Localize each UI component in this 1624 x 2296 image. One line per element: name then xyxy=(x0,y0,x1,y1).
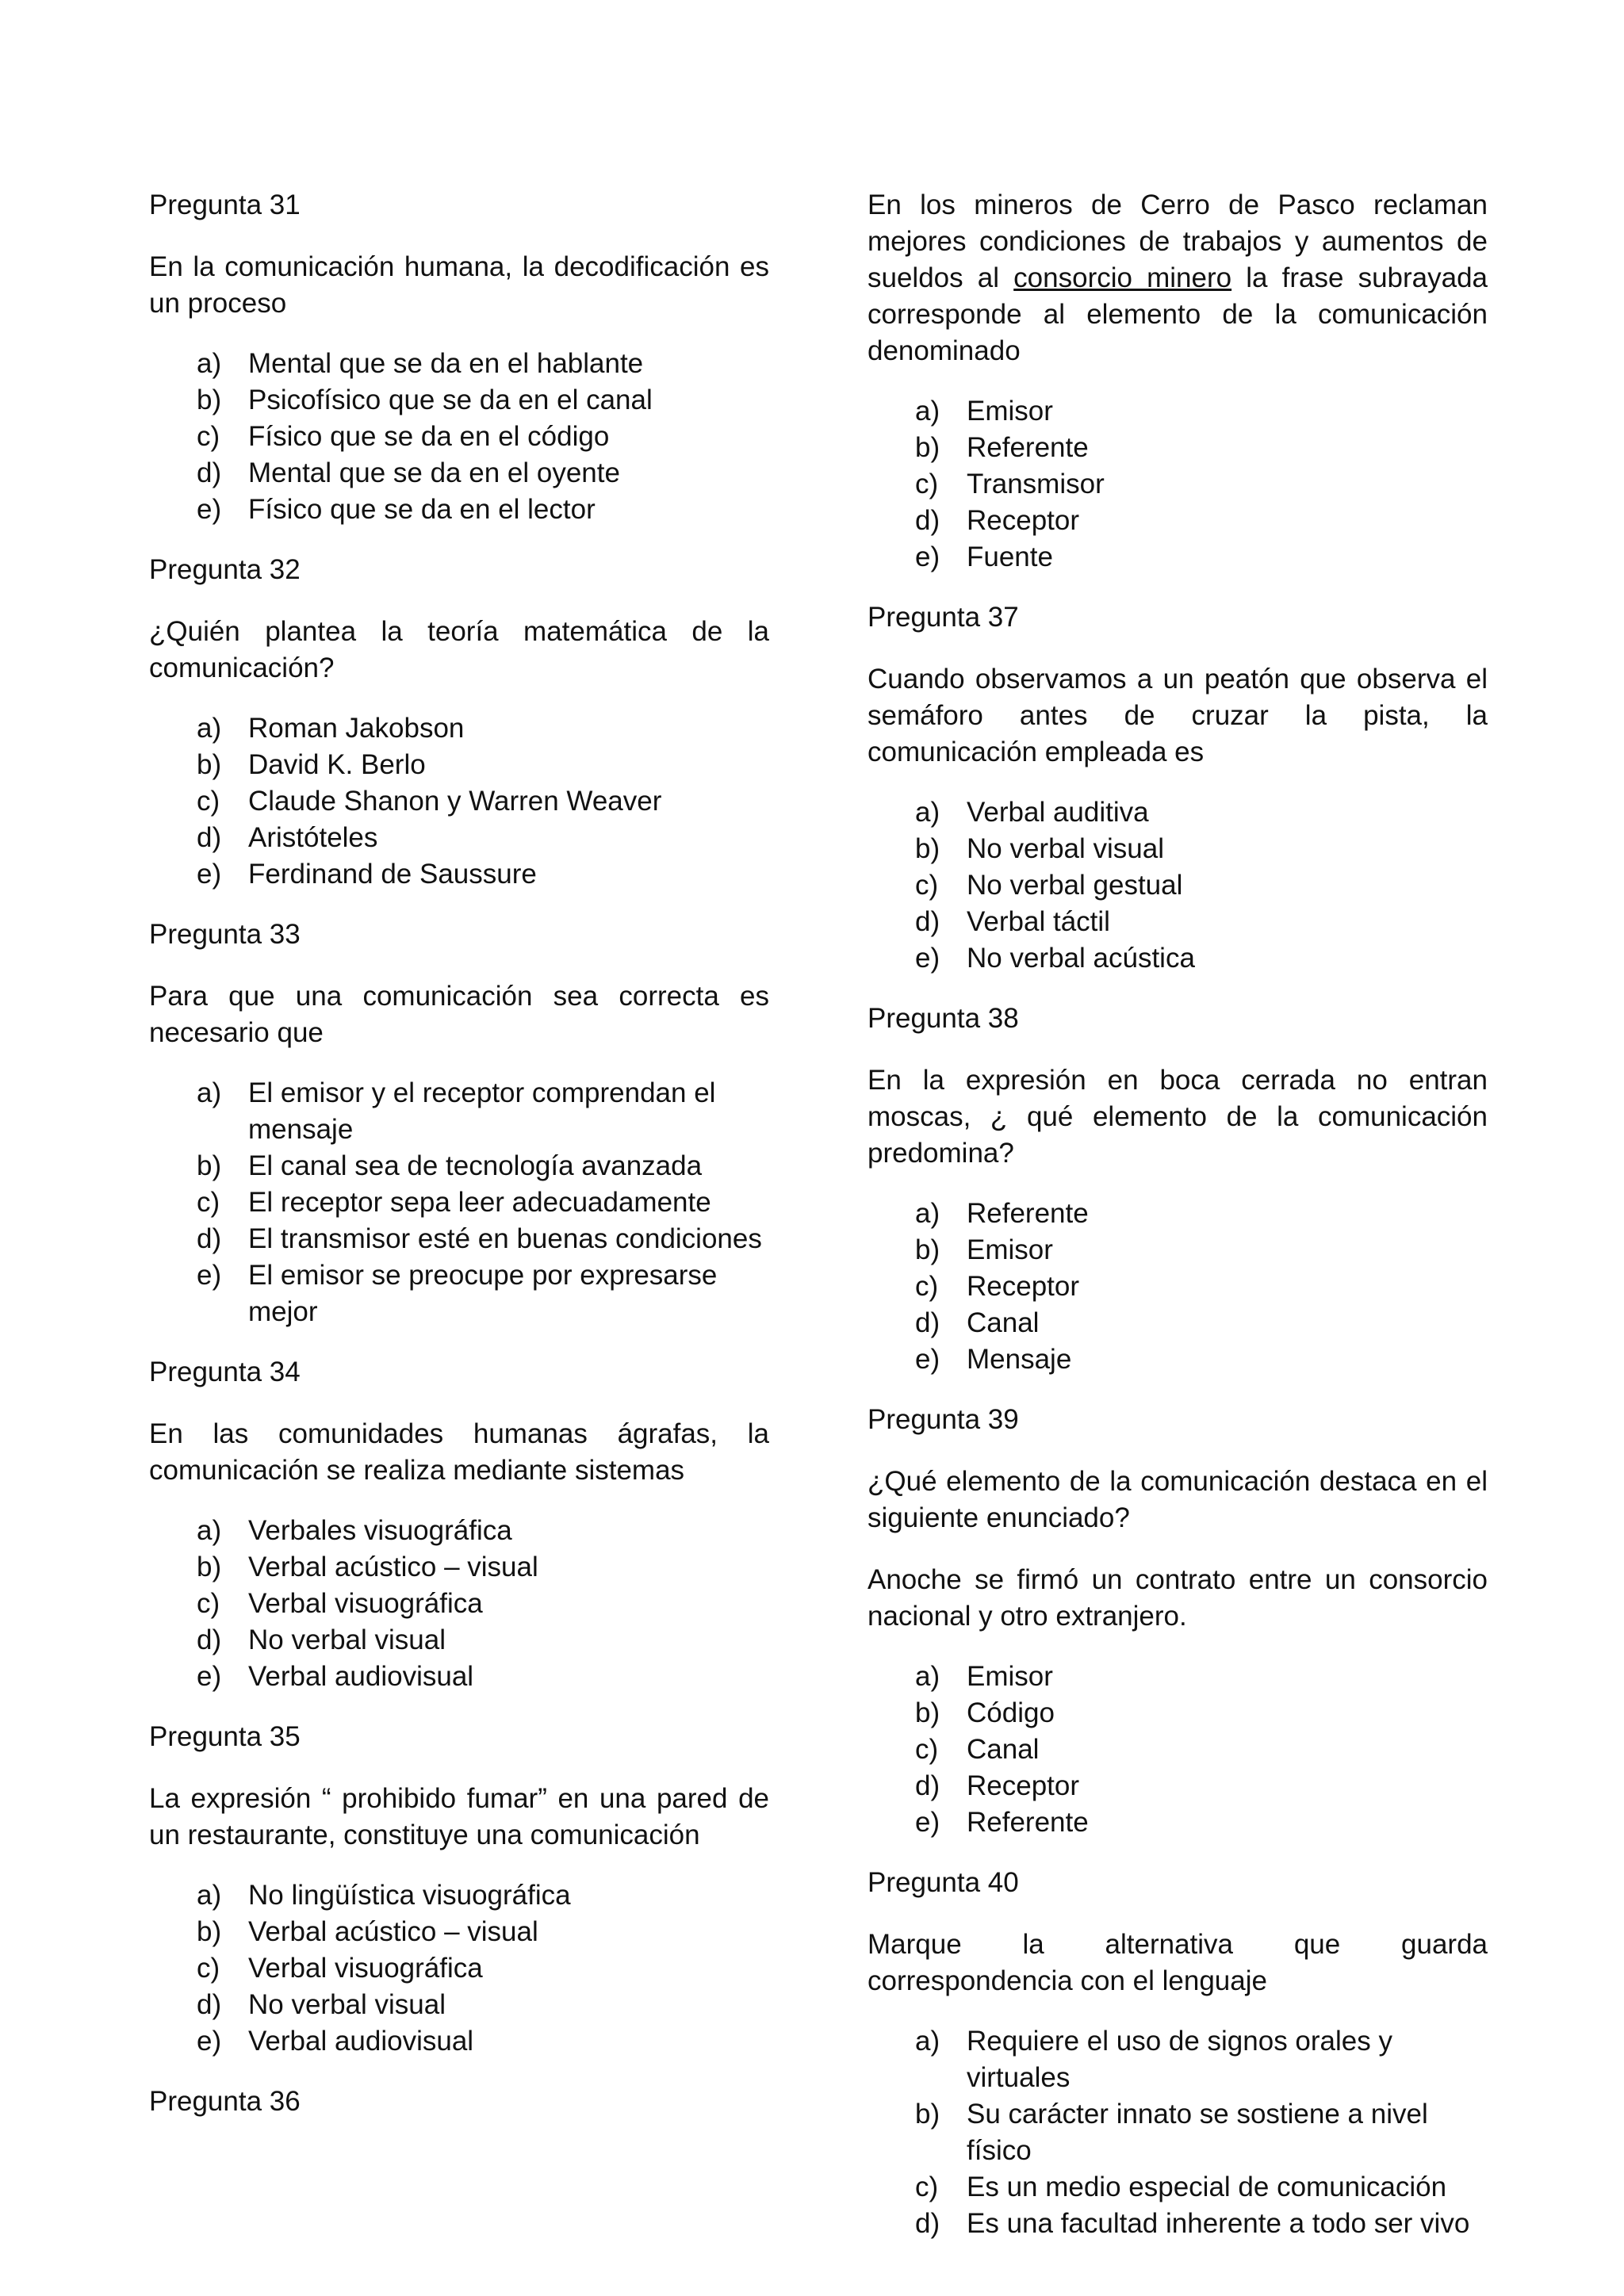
question-31 xyxy=(149,187,769,528)
option-letter: d) xyxy=(197,1223,222,1254)
option-letter: e) xyxy=(197,2026,222,2057)
option-d xyxy=(149,1987,769,2023)
question-title: Pregunta 37 xyxy=(868,602,1019,633)
option-text: No verbal visual xyxy=(248,1624,446,1655)
option-text: Canal xyxy=(967,1307,1040,1338)
option-c xyxy=(868,1732,1488,1768)
option-letter: d) xyxy=(915,906,940,937)
question-39 xyxy=(868,1402,1488,1841)
option-text: Ferdinand de Saussure xyxy=(248,859,537,890)
option-letter: d) xyxy=(197,1989,222,2020)
option-text: Referente xyxy=(967,432,1089,463)
option-e xyxy=(868,1804,1488,1841)
option-e xyxy=(868,940,1488,977)
option-a xyxy=(149,1877,769,1914)
right-column xyxy=(868,187,1488,2266)
option-text: Verbal audiovisual xyxy=(248,2026,474,2057)
question-34 xyxy=(149,1354,769,1695)
option-b xyxy=(868,1695,1488,1732)
option-text: Emisor xyxy=(967,1234,1053,1265)
option-letter: b) xyxy=(197,1552,222,1582)
option-letter: d) xyxy=(197,457,222,488)
option-letter: c) xyxy=(197,1588,220,1619)
option-letter: a) xyxy=(197,713,222,744)
option-letter: c) xyxy=(915,2172,939,2202)
option-b xyxy=(868,831,1488,867)
question-title: Pregunta 32 xyxy=(149,554,301,585)
option-b xyxy=(868,2096,1488,2169)
option-d xyxy=(149,455,769,492)
option-b xyxy=(149,1549,769,1586)
option-e xyxy=(868,1341,1488,1378)
option-text: David K. Berlo xyxy=(248,749,426,780)
option-letter: a) xyxy=(197,1515,222,1546)
option-text: Transmisor xyxy=(967,469,1105,499)
option-a xyxy=(868,393,1488,430)
option-e xyxy=(149,1257,769,1330)
option-letter: c) xyxy=(915,870,939,901)
option-text: El emisor se preocupe por expresarse mejor xyxy=(248,1260,718,1327)
option-letter: d) xyxy=(915,1770,940,1801)
option-letter: b) xyxy=(915,1697,940,1728)
option-letter: e) xyxy=(197,859,222,890)
option-text: Emisor xyxy=(967,396,1053,427)
option-letter: e) xyxy=(197,494,222,525)
option-letter: a) xyxy=(915,1198,940,1229)
option-b xyxy=(149,382,769,419)
option-text: Mental que se da en el oyente xyxy=(248,457,620,488)
option-a xyxy=(149,1513,769,1549)
option-text: Es un medio especial de comunicación xyxy=(967,2172,1447,2202)
option-text: Verbal táctil xyxy=(967,906,1110,937)
option-letter: d) xyxy=(915,505,940,536)
question-text: Cuando observamos a un peatón que observa el semáforo antes de cruzar la pista, la comunicación empleada es xyxy=(868,664,1488,767)
option-letter: e) xyxy=(915,943,940,974)
option-text: Mental que se da en el hablante xyxy=(248,348,644,379)
option-a xyxy=(868,794,1488,831)
option-letter: d) xyxy=(197,822,222,853)
option-e xyxy=(149,1659,769,1695)
question-title: Pregunta 36 xyxy=(149,2086,301,2117)
option-letter: c) xyxy=(915,469,939,499)
option-letter: d) xyxy=(915,2208,940,2239)
question-text: Para que una comunicación sea correcta es necesario que xyxy=(149,981,769,1048)
option-text: No verbal visual xyxy=(967,833,1164,864)
option-letter: a) xyxy=(915,797,940,828)
question-title: Pregunta 40 xyxy=(868,1867,1019,1898)
option-a xyxy=(868,2023,1488,2096)
option-b xyxy=(149,1148,769,1184)
options-list xyxy=(868,794,1488,977)
question-text: Marque la alternativa que guarda correspondencia con el lenguaje xyxy=(868,1929,1488,1996)
option-e xyxy=(149,492,769,528)
option-a xyxy=(149,346,769,382)
option-a xyxy=(868,1659,1488,1695)
option-letter: c) xyxy=(197,1953,220,1984)
option-b xyxy=(868,430,1488,466)
option-letter: c) xyxy=(915,1734,939,1765)
options-list xyxy=(868,393,1488,576)
option-text: Verbal visuográfica xyxy=(248,1953,483,1984)
option-d xyxy=(868,503,1488,539)
option-text: El canal sea de tecnología avanzada xyxy=(248,1150,703,1181)
option-letter: c) xyxy=(197,1187,220,1218)
question-title: Pregunta 33 xyxy=(149,919,301,950)
option-text: El transmisor esté en buenas condiciones xyxy=(248,1223,762,1254)
option-letter: d) xyxy=(197,1624,222,1655)
question-32 xyxy=(149,552,769,893)
question-text: ¿Quién plantea la teoría matemática de la comunicación? xyxy=(149,616,769,683)
question-statement: Anoche se firmó un contrato entre un consorcio nacional y otro extranjero. xyxy=(868,1564,1488,1632)
question-40 xyxy=(868,1865,1488,2242)
question-text: ¿Qué elemento de la comunicación destaca en el siguiente enunciado? xyxy=(868,1466,1488,1533)
options-list xyxy=(868,1196,1488,1378)
option-text: Verbal audiovisual xyxy=(248,1661,474,1692)
option-letter: a) xyxy=(915,2026,940,2057)
option-letter: b) xyxy=(915,2099,940,2130)
options-list xyxy=(149,1877,769,2060)
option-letter: b) xyxy=(197,1916,222,1947)
option-a xyxy=(149,1075,769,1148)
option-text: Requiere el uso de signos orales y virtuales xyxy=(967,2026,1392,2093)
option-e xyxy=(868,539,1488,576)
option-c xyxy=(149,1586,769,1622)
option-letter: e) xyxy=(915,1344,940,1375)
question-title: Pregunta 31 xyxy=(149,189,301,220)
option-text: Referente xyxy=(967,1807,1089,1838)
option-letter: e) xyxy=(915,541,940,572)
options-list xyxy=(149,710,769,893)
option-text: Verbal acústico – visual xyxy=(248,1552,538,1582)
option-text: Fuente xyxy=(967,541,1053,572)
option-a xyxy=(868,1196,1488,1232)
option-letter: a) xyxy=(197,1880,222,1911)
option-d xyxy=(868,1768,1488,1804)
option-c xyxy=(149,1184,769,1221)
option-text: Verbal auditiva xyxy=(967,797,1149,828)
option-text: Canal xyxy=(967,1734,1040,1765)
option-text: No verbal acústica xyxy=(967,943,1195,974)
option-d xyxy=(868,904,1488,940)
question-title: Pregunta 34 xyxy=(149,1357,301,1387)
option-c xyxy=(868,867,1488,904)
option-e xyxy=(149,856,769,893)
question-title: Pregunta 38 xyxy=(868,1003,1019,1034)
option-text: Verbales visuográfica xyxy=(248,1515,512,1546)
question-title: Pregunta 35 xyxy=(149,1721,301,1752)
option-text: Receptor xyxy=(967,1271,1080,1302)
question-text: En la expresión en boca cerrada no entran moscas, ¿ qué elemento de la comunicación predomina? xyxy=(868,1065,1488,1169)
option-d xyxy=(149,820,769,856)
option-b xyxy=(149,747,769,783)
option-text: Físico que se da en el lector xyxy=(248,494,596,525)
option-text: El receptor sepa leer adecuadamente xyxy=(248,1187,711,1218)
underlined-phrase: consorcio minero xyxy=(1013,262,1232,293)
option-text: Claude Shanon y Warren Weaver xyxy=(248,786,662,817)
question-36-title-block xyxy=(149,2084,769,2120)
option-letter: e) xyxy=(197,1661,222,1692)
option-text: No verbal visual xyxy=(248,1989,446,2020)
option-text: Psicofísico que se da en el canal xyxy=(248,385,653,415)
question-title: Pregunta 39 xyxy=(868,1404,1019,1435)
option-text: No verbal gestual xyxy=(967,870,1183,901)
option-d xyxy=(868,2206,1488,2242)
options-list xyxy=(149,1513,769,1695)
option-text: Físico que se da en el código xyxy=(248,421,610,452)
option-text: Roman Jakobson xyxy=(248,713,465,744)
option-text: El emisor y el receptor comprendan el mensaje xyxy=(248,1077,716,1145)
option-letter: e) xyxy=(915,1807,940,1838)
option-e xyxy=(149,2023,769,2060)
option-c xyxy=(149,1950,769,1987)
option-d xyxy=(149,1221,769,1257)
option-text: Verbal acústico – visual xyxy=(248,1916,538,1947)
question-text: La expresión “ prohibido fumar” en una pared de un restaurante, constituye una comunicación xyxy=(149,1783,769,1850)
options-list xyxy=(868,2023,1488,2242)
options-list xyxy=(149,1075,769,1330)
option-text: Mensaje xyxy=(967,1344,1072,1375)
question-text-after: la frase subrayada corresponde al elemento de la comunicación denominado xyxy=(868,262,1488,366)
option-c xyxy=(868,1269,1488,1305)
left-column xyxy=(149,187,769,2144)
option-c xyxy=(149,783,769,820)
option-d xyxy=(149,1622,769,1659)
option-b xyxy=(149,1914,769,1950)
option-text: Emisor xyxy=(967,1661,1053,1692)
option-d xyxy=(868,1305,1488,1341)
question-text: En la comunicación humana, la decodificación es un proceso xyxy=(149,251,769,319)
option-text: Su carácter innato se sostiene a nivel físico xyxy=(967,2099,1428,2166)
question-text: En las comunidades humanas ágrafas, la comunicación se realiza mediante sistemas xyxy=(149,1418,769,1486)
option-text: Receptor xyxy=(967,505,1080,536)
option-text: Aristóteles xyxy=(248,822,378,853)
option-letter: d) xyxy=(915,1307,940,1338)
option-letter: c) xyxy=(915,1271,939,1302)
option-letter: e) xyxy=(197,1260,222,1291)
option-letter: b) xyxy=(197,749,222,780)
option-letter: c) xyxy=(197,421,220,452)
option-text: No lingüística visuográfica xyxy=(248,1880,571,1911)
question-33 xyxy=(149,916,769,1330)
option-text: Verbal visuográfica xyxy=(248,1588,483,1619)
option-letter: a) xyxy=(915,396,940,427)
question-36 xyxy=(868,187,1488,576)
option-text: Receptor xyxy=(967,1770,1080,1801)
option-a xyxy=(149,710,769,747)
option-text: Es una facultad inherente a todo ser vivo xyxy=(967,2208,1470,2239)
option-c xyxy=(868,2169,1488,2206)
option-letter: a) xyxy=(915,1661,940,1692)
option-letter: b) xyxy=(197,1150,222,1181)
option-letter: b) xyxy=(915,833,940,864)
options-list xyxy=(868,1659,1488,1841)
question-38 xyxy=(868,1001,1488,1378)
question-37 xyxy=(868,599,1488,977)
option-letter: a) xyxy=(197,348,222,379)
option-letter: b) xyxy=(915,1234,940,1265)
option-letter: a) xyxy=(197,1077,222,1108)
question-text-before: En los mineros de Cerro de Pasco reclaman mejores condiciones de trabajos y aumentos de sueldos al xyxy=(868,189,1488,293)
option-c xyxy=(868,466,1488,503)
option-letter: b) xyxy=(197,385,222,415)
question-35 xyxy=(149,1719,769,2060)
question-text xyxy=(868,187,1488,369)
option-text: Código xyxy=(967,1697,1055,1728)
option-c xyxy=(149,419,769,455)
option-text: Referente xyxy=(967,1198,1089,1229)
option-letter: c) xyxy=(197,786,220,817)
option-letter: b) xyxy=(915,432,940,463)
option-b xyxy=(868,1232,1488,1269)
options-list xyxy=(149,346,769,528)
